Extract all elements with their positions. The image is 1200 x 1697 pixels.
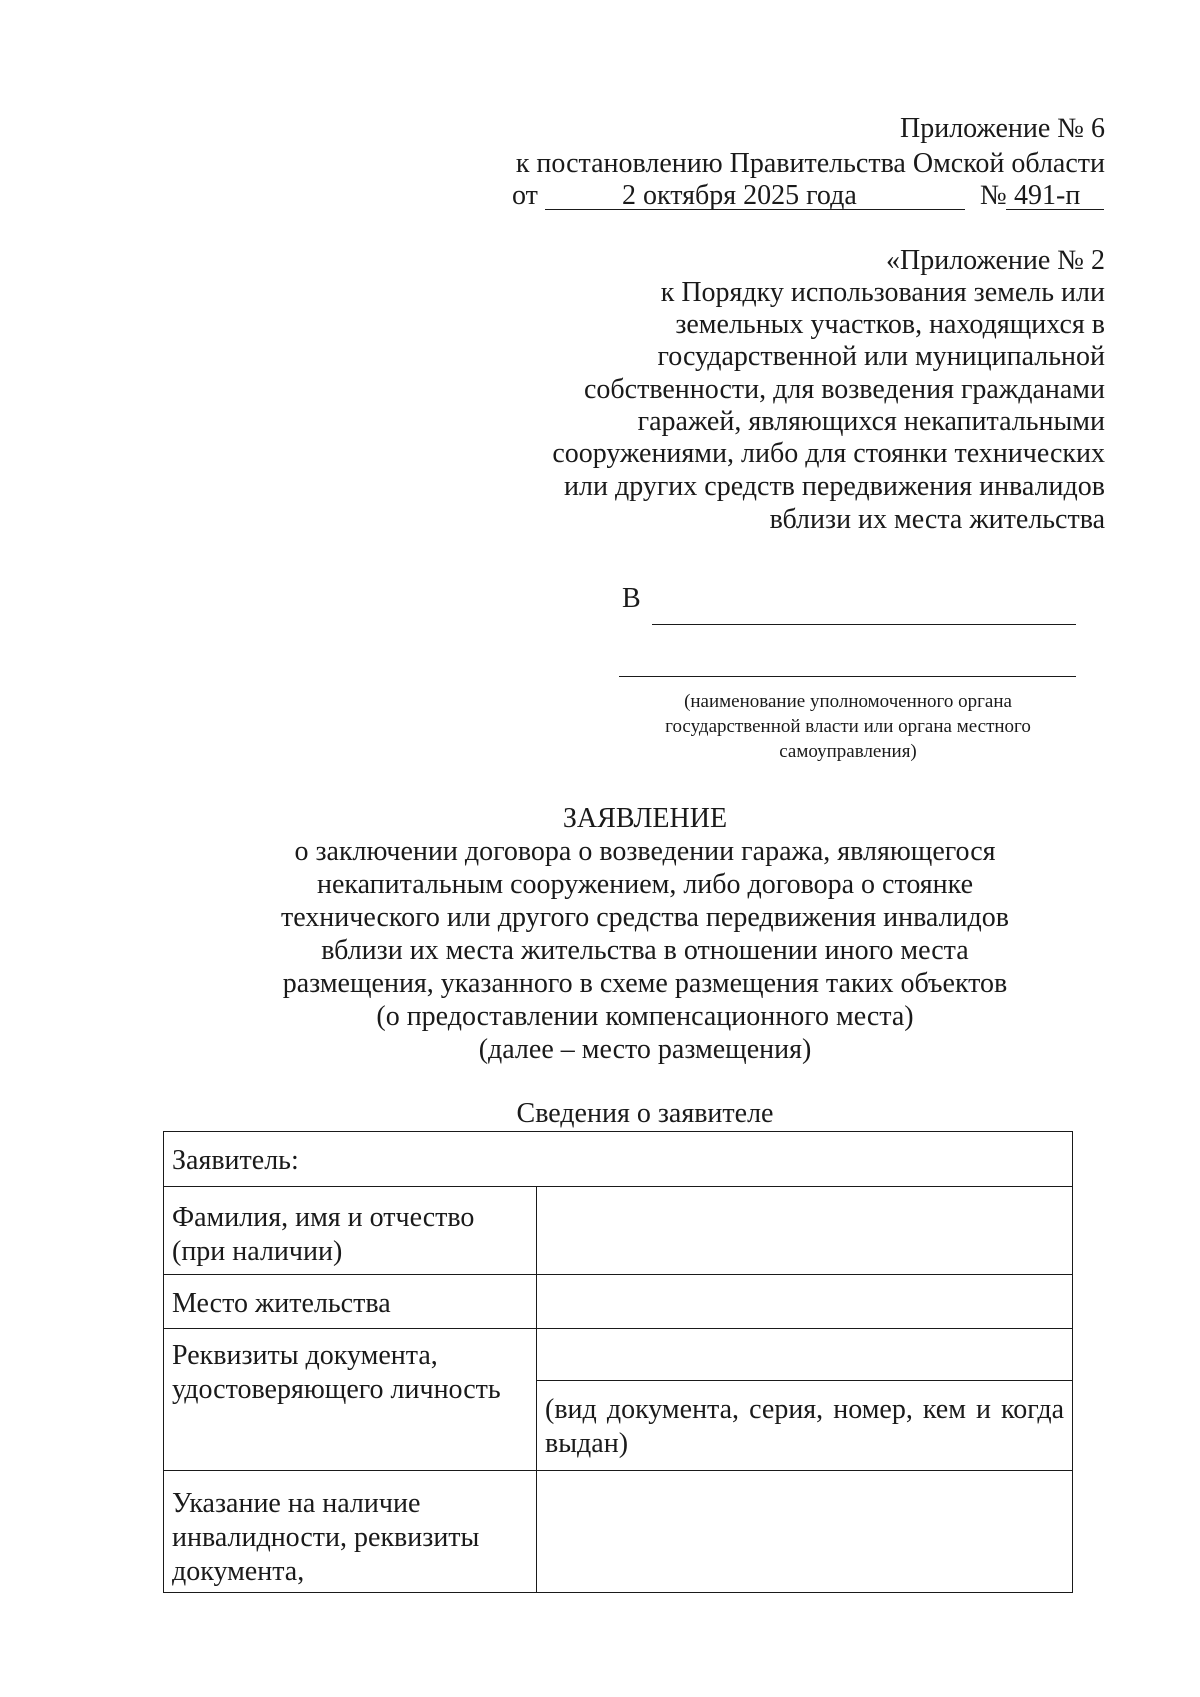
table-row xyxy=(164,1471,1073,1593)
date-from-label: от xyxy=(512,180,538,211)
addressee-to-label: В xyxy=(622,583,641,614)
table-row xyxy=(164,1132,1073,1187)
residence-value-cell[interactable] xyxy=(537,1275,1073,1329)
full-name-label: Фамилия, имя и отчество (при наличии) xyxy=(164,1187,537,1275)
id-document-label: Реквизиты документа, удостоверяющего личность xyxy=(164,1329,537,1471)
statement-title: ЗАЯВЛЕНИЕ xyxy=(562,803,728,834)
applicant-label-cell: Заявитель: xyxy=(164,1132,1073,1187)
appendix2-line: сооружениями, либо для стоянки технических xyxy=(552,438,1105,469)
appendix2-line: «Приложение № 2 xyxy=(886,245,1105,276)
residence-label: Место жительства xyxy=(164,1275,537,1329)
date-underline xyxy=(545,209,965,210)
document-page: Приложение № 6 к постановлению Правительства Омской области от 2 октября 2025 года № 491-п «Приложение № 2 к Порядку использования земель или земельных участков, находящихся в государственной или муниципальной собственности, для возведения гражданами гаражей, являющихся некапитальными сооружениями, либо для стоянки технических или других средств передвижения инвалидов вблизи их места жительства В (наименование уполномоченного органа государственной власти или органа местного самоуправления) ЗАЯВЛЕНИЕ о заключении договора о возведении гаража, являющегося некапитальным сооружением, либо договора о стоянке технического или другого средства передвижения инвалидов вблизи их места жительства в отношении иного места размещения, указанного в схеме размещения таких объектов (о предоставлении компенсационного места) (далее – место размещения) Сведения о заявителе Заявитель: Фамилия, имя и отчество (при наличии) Место жительства Реквизиты документа, удостоверяющего личность (вид документа, серия, номер, кем и когда выдан) Указание на наличие инвалидности, реквизиты документа, xyxy=(0,0,1200,1697)
appendix2-line: земельных участков, находящихся в xyxy=(675,309,1105,340)
resolution-reference: к постановлению Правительства Омской области xyxy=(515,148,1105,179)
addressee-line-2 xyxy=(619,676,1076,677)
appendix2-line: к Порядку использования земель или xyxy=(660,277,1105,308)
applicant-section-heading: Сведения о заявителе xyxy=(516,1098,774,1129)
resolution-date: 2 октября 2025 года xyxy=(622,180,857,211)
resolution-number: 491-п xyxy=(1014,180,1081,211)
appendix2-line: гаражей, являющихся некапитальными xyxy=(637,406,1105,437)
number-label: № xyxy=(980,180,1007,211)
full-name-value-cell[interactable] xyxy=(537,1187,1073,1275)
applicant-info-table xyxy=(163,1131,1073,1593)
appendix2-line: вблизи их места жительства xyxy=(769,504,1105,535)
disability-value-cell[interactable] xyxy=(537,1471,1073,1593)
addressee-line-1 xyxy=(652,624,1076,625)
appendix2-line: государственной или муниципальной xyxy=(657,341,1105,372)
disability-label: Указание на наличие инвалидности, реквизиты документа, xyxy=(164,1471,537,1593)
number-underline xyxy=(1006,209,1104,210)
appendix2-line: или других средств передвижения инвалидов xyxy=(564,471,1105,502)
table-row xyxy=(164,1275,1073,1329)
appendix2-line: собственности, для возведения гражданами xyxy=(583,374,1105,405)
table-row xyxy=(164,1329,1073,1381)
table-row xyxy=(164,1187,1073,1275)
id-document-value-cell[interactable] xyxy=(537,1329,1073,1381)
id-document-hint: (вид документа, серия, номер, кем и когда выдан) xyxy=(537,1381,1073,1471)
appendix-number: Приложение № 6 xyxy=(900,113,1105,144)
